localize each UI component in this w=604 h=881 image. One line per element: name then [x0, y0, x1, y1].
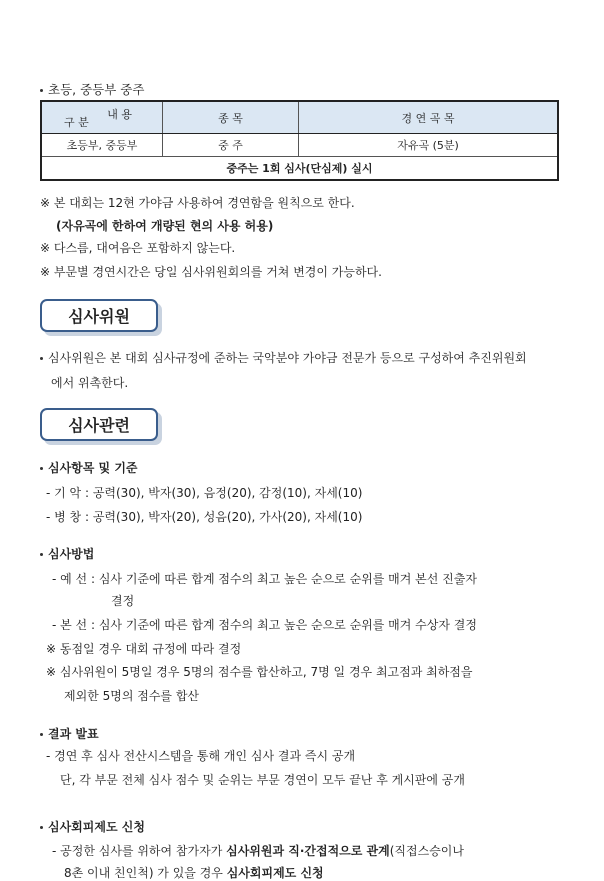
avoidance-line-2b: 심사회피제도 신청 [226, 866, 324, 880]
bullet-dot [40, 553, 43, 556]
note-3: ※ 부문별 경연시간은 당일 심사위원회의를 거쳐 변경이 가능하다. [40, 265, 382, 279]
table-footer: 중주는 1회 심사(단심제) 실시 [41, 157, 558, 181]
section-title-judging: 심사관련 [40, 408, 158, 441]
row-division: 초등부, 중등부 [41, 134, 163, 157]
judges-line-2: 에서 위촉한다. [51, 376, 129, 390]
bullet-dot [40, 826, 43, 829]
method-tie: ※ 동점일 경우 대회 규정에 따라 결정 [46, 642, 242, 656]
avoidance-heading-text: 심사회피제도 신청 [48, 820, 145, 834]
criteria-vocal: - 병 창 : 공력(30), 박자(20), 성음(20), 가사(20), 자세(10) [46, 510, 363, 524]
criteria-heading-text: 심사항목 및 기준 [48, 461, 138, 475]
avoidance-heading [40, 818, 145, 835]
intro-line [40, 80, 144, 98]
row-piece: 자유곡 (5분) [299, 134, 559, 157]
table-footer-row [41, 157, 558, 181]
result-heading [40, 725, 99, 742]
method-prelim-1: - 예 선 : 심사 기준에 따른 합계 점수의 최고 높은 순으로 순위를 매겨 본선 진출자 [52, 572, 477, 586]
criteria-instrument: - 기 악 : 공력(30), 박자(30), 음정(20), 감정(10), 자세(10) [46, 486, 363, 500]
avoidance-line-1 [52, 842, 464, 859]
header-event: 종 목 [163, 101, 299, 134]
note-2: ※ 다스름, 대여음은 포함하지 않는다. [40, 241, 236, 255]
diagonal-header-cell [41, 101, 163, 134]
judges-line-1-text: 심사위원은 본 대회 심사규정에 준하는 국악분야 가야금 전문가 등으로 구성하여 추진위원회 [48, 351, 527, 365]
table-header-row [41, 101, 558, 134]
bullet-dot [40, 733, 43, 736]
row-event: 중 주 [163, 134, 299, 157]
criteria-heading [40, 459, 138, 476]
bullet-dot [40, 467, 43, 470]
bullet-dot [40, 89, 43, 92]
method-count-2: 제외한 5명의 점수를 합산 [64, 689, 199, 703]
competition-table [40, 100, 559, 181]
method-final: - 본 선 : 심사 기준에 따른 합계 점수의 최고 높은 순으로 순위를 매겨 수상자 결정 [52, 618, 477, 632]
header-content-label: 내 용 [107, 108, 132, 121]
method-prelim-2: 결정 [111, 594, 135, 608]
method-count-1: ※ 심사위원이 5명일 경우 5명의 점수를 합산하고, 7명 일 경우 최고점과 최하점을 [46, 665, 473, 679]
header-piece: 경 연 곡 목 [299, 101, 559, 134]
judges-line-1 [40, 349, 527, 366]
avoidance-line-1b: 심사위원과 직·간접적으로 관계 [226, 844, 390, 858]
avoidance-line-1a: - 공정한 심사를 위하여 참가자가 [52, 844, 227, 858]
section-title-judges: 심사위원 [40, 299, 158, 332]
header-division-label: 구 분 [64, 116, 89, 129]
method-heading [40, 545, 94, 562]
avoidance-line-1c: (직접스승이나 [389, 844, 464, 858]
result-heading-text: 결과 발표 [48, 727, 99, 741]
table-row [41, 134, 558, 157]
note-1-sub: (자유곡에 한하여 개량된 현의 사용 허용) [56, 219, 274, 233]
intro-line-text: 초등, 중등부 중주 [48, 82, 145, 97]
result-line-2: 단, 각 부문 전체 심사 점수 및 순위는 부문 경연이 모두 끝난 후 게시판에 공개 [60, 773, 465, 787]
avoidance-line-2a: 8촌 이내 친인척) 가 있을 경우 [64, 866, 227, 880]
method-heading-text: 심사방법 [48, 547, 95, 561]
note-1: ※ 본 대회는 12현 가야금 사용하여 경연함을 원칙으로 한다. [40, 196, 355, 210]
bullet-dot [40, 357, 43, 360]
result-line-1: - 경연 후 심사 전산시스템을 통해 개인 심사 결과 즉시 공개 [46, 749, 356, 763]
